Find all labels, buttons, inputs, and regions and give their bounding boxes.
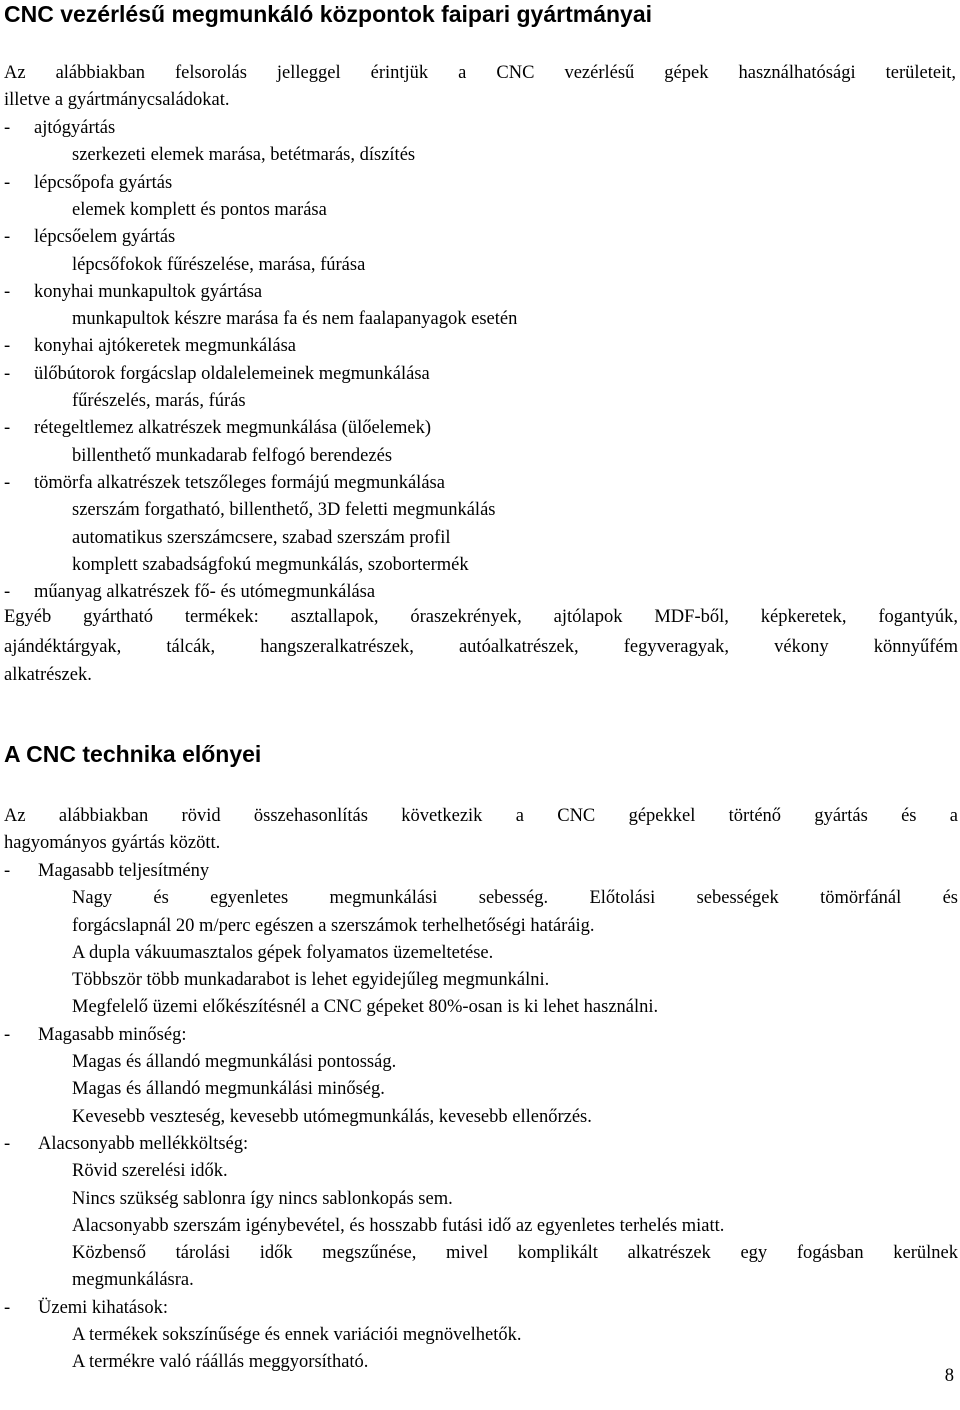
list-item-detail: Nincs szükség sablonra így nincs sablonkopás sem. xyxy=(72,1189,453,1209)
list-item-label: konyhai ajtókeretek megmunkálása xyxy=(34,336,296,356)
list-item-label: Üzemi kihatások: xyxy=(38,1298,168,1318)
list-item-detail: lépcsőfokok fűrészelése, marása, fúrása xyxy=(72,255,366,275)
list-item-detail: A termékre való ráállás meggyorsítható. xyxy=(72,1352,369,1372)
list-item-label: konyhai munkapultok gyártása xyxy=(34,282,263,302)
list-item-detail: komplett szabadságfokú megmunkálás, szobortermék xyxy=(72,555,469,575)
intro-paragraph-line: hagyományos gyártás között. xyxy=(4,833,221,853)
list-item-detail: billenthető munkadarab felfogó berendezés xyxy=(72,446,393,466)
other-products-line: ajándéktárgyak, tálcák, hangszeralkatrészek, autóalkatrészek, fegyveragyak, vékony könnyűfém xyxy=(4,637,958,657)
bullet-dash: - xyxy=(4,861,11,881)
list-item-detail: Rövid szerelési idők. xyxy=(72,1161,228,1181)
intro-paragraph-line: Az alábbiakban felsorolás jelleggel érintjük a CNC vezérlésű gépek használhatósági területeit, xyxy=(4,63,956,83)
other-products-line: alkatrészek. xyxy=(4,665,92,685)
list-item-detail: Közbenső tárolási idők megszűnése, mivel komplikált alkatrészek egy fogásban kerülnek xyxy=(72,1243,958,1263)
list-item-label: rétegeltlemez alkatrészek megmunkálása (ülőelemek) xyxy=(34,418,432,438)
section-title: CNC vezérlésű megmunkáló központok faipari gyártmányai xyxy=(4,1,653,27)
other-products-line: Egyéb gyártható termékek: asztallapok, óraszekrények, ajtólapok MDF-ből, képkeretek, fogantyúk, xyxy=(4,607,958,627)
list-item-label: Alacsonyabb mellékköltség: xyxy=(38,1134,249,1154)
list-item-detail: forgácslapnál 20 m/perc egészen a szerszámok terhelhetőségi határáig. xyxy=(72,916,595,936)
list-item-label: tömörfa alkatrészek tetszőleges formájú megmunkálása xyxy=(34,473,445,493)
bullet-dash: - xyxy=(4,1298,11,1318)
page-number: 8 xyxy=(944,1366,954,1386)
list-item-detail: Alacsonyabb szerszám igénybevétel, és hosszabb futási idő az egyenletes terhelés miatt. xyxy=(72,1216,725,1236)
list-item-label: lépcsőelem gyártás xyxy=(34,227,176,247)
intro-paragraph-line: Az alábbiakban rövid összehasonlítás következik a CNC gépekkel történő gyártás és a xyxy=(4,806,958,826)
list-item-detail: Többször több munkadarabot is lehet egyidejűleg megmunkálni. xyxy=(72,970,550,990)
list-item-detail: megmunkálásra. xyxy=(72,1270,194,1290)
list-item-label: lépcsőpofa gyártás xyxy=(34,173,173,193)
bullet-dash: - xyxy=(4,582,11,602)
list-item-label: Magasabb teljesítmény xyxy=(38,861,210,881)
list-item-detail: A termékek sokszínűsége és ennek variációi megnövelhetők. xyxy=(72,1325,522,1345)
list-item-detail: elemek komplett és pontos marása xyxy=(72,200,327,220)
bullet-dash: - xyxy=(4,418,11,438)
intro-paragraph-line: illetve a gyártmánycsaládokat. xyxy=(4,90,230,110)
section-title: A CNC technika előnyei xyxy=(4,741,262,767)
bullet-dash: - xyxy=(4,173,11,193)
list-item-label: műanyag alkatrészek fő- és utómegmunkálása xyxy=(34,582,376,602)
list-item-detail: szerkezeti elemek marása, betétmarás, díszítés xyxy=(72,145,416,165)
list-item-detail: Magas és állandó megmunkálási pontosság. xyxy=(72,1052,397,1072)
bullet-dash: - xyxy=(4,364,11,384)
list-item-label: ajtógyártás xyxy=(34,118,116,138)
list-item-detail: Nagy és egyenletes megmunkálási sebesség. Előtolási sebességek tömörfánál és xyxy=(72,888,958,908)
list-item-detail: Kevesebb veszteség, kevesebb utómegmunkálás, kevesebb ellenőrzés. xyxy=(72,1107,592,1127)
bullet-dash: - xyxy=(4,336,11,356)
bullet-dash: - xyxy=(4,118,11,138)
list-item-detail: fűrészelés, marás, fúrás xyxy=(72,391,246,411)
bullet-dash: - xyxy=(4,1134,11,1154)
list-item-detail: automatikus szerszámcsere, szabad szerszám profil xyxy=(72,528,451,548)
bullet-dash: - xyxy=(4,227,11,247)
list-item-label: ülőbútorok forgácslap oldalelemeinek megmunkálása xyxy=(34,364,430,384)
bullet-dash: - xyxy=(4,1025,11,1045)
bullet-dash: - xyxy=(4,473,11,493)
list-item-detail: A dupla vákuumasztalos gépek folyamatos üzemeltetése. xyxy=(72,943,494,963)
list-item-detail: Magas és állandó megmunkálási minőség. xyxy=(72,1079,385,1099)
list-item-detail: munkapultok készre marása fa és nem faalapanyagok esetén xyxy=(72,309,518,329)
list-item-detail: szerszám forgatható, billenthető, 3D feletti megmunkálás xyxy=(72,500,496,520)
list-item-detail: Megfelelő üzemi előkészítésnél a CNC gépeket 80%-osan is ki lehet használni. xyxy=(72,997,659,1017)
bullet-dash: - xyxy=(4,282,11,302)
list-item-label: Magasabb minőség: xyxy=(38,1025,187,1045)
